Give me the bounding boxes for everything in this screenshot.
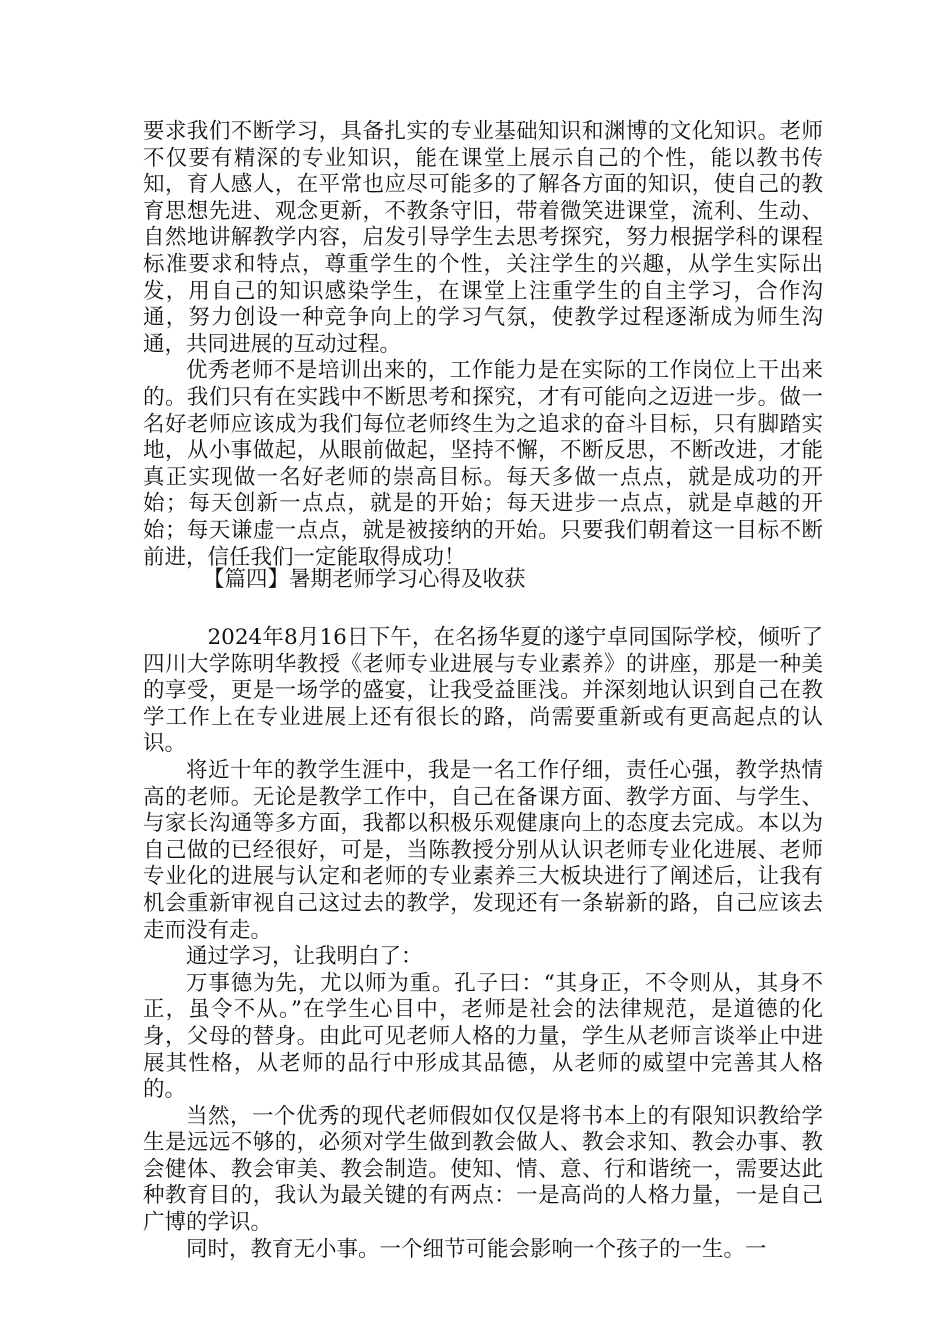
paragraph: 通过学习，让我明白了： <box>186 944 423 970</box>
paragraph: 同时，教育无小事。一个细节可能会影响一个孩子的一生。一 <box>186 1236 767 1262</box>
section-heading: 【篇四】暑期老师学习心得及收获 <box>203 567 526 592</box>
paragraph: 当然，一个优秀的现代老师假如仅仅是将书本上的有限知识教给学生是远远不够的，必须对学生做到教会做人、教会求知、教会办事、教会健体、教会审美、教会制造。使知、情、意、行和谐统一，需要达此种教育目的，我认为最关键的有两点：一是高尚的人格力量，一是自己广博的学识。 <box>143 1103 823 1236</box>
paragraph: 万事德为先，尤以师为重。孔子曰：“其身正，不令则从，其身不正，虽令不从。”在学生心目中，老师是社会的法律规范，是道德的化身，父母的替身。由此可见老师人格的力量，学生从老师言谈举止中进展其性格，从老师的品行中形成其品德，从老师的威望中完善其人格的。 <box>143 970 823 1103</box>
paragraph: 2024年8月16日下午，在名扬华夏的遂宁卓同国际学校，倾听了四川大学陈明华教授《老师专业进展与专业素养》的讲座，那是一种美的享受，更是一场学的盛宴，让我受益匪浅。并深刻地认识到自己在教学工作上在专业进展上还有很长的路，尚需要重新或有更高起点的认识。 <box>143 625 823 757</box>
paragraph: 优秀老师不是培训出来的，工作能力是在实际的工作岗位上干出来的。我们只有在实践中不断思考和探究，才有可能向之迈进一步。做一名好老师应该成为我们每位老师终生为之追求的奋斗目标，只有脚踏实地，从小事做起，从眼前做起，坚持不懈，不断反思，不断改进，才能真正实现做一名好老师的崇高目标。每天多做一点点，就是成功的开始；每天创新一点点，就是的开始；每天进步一点点，就是卓越的开始；每天谦虚一点点，就是被接纳的开始。只要我们朝着这一目标不断前进，信任我们一定能取得成功！ <box>143 358 823 570</box>
paragraph-continuation: 要求我们不断学习，具备扎实的专业基础知识和渊博的文化知识。老师不仅要有精深的专业知识，能在课堂上展示自己的个性，能以教书传知，育人感人，在平常也应尽可能多的了解各方面的知识，使自己的教育思想先进、观念更新，不教条守旧，带着微笑进课堂，流利、生动、自然地讲解教学内容，启发引导学生去思考探究，努力根据学科的课程标准要求和特点，尊重学生的个性，关注学生的兴趣，从学生实际出发，用自己的知识感染学生，在课堂上注重学生的自主学习，合作沟通，努力创设一种竞争向上的学习气氛，使教学过程逐渐成为师生沟通，共同进展的互动过程。 <box>143 119 823 357</box>
section-top <box>143 119 823 571</box>
section-body <box>143 625 823 1263</box>
paragraph: 将近十年的教学生涯中，我是一名工作仔细，责任心强，教学热情高的老师。无论是教学工作中，自己在备课方面、教学方面、与学生、与家长沟通等多方面，我都以积极乐观健康向上的态度去完成。本以为自己做的已经很好，可是，当陈教授分别从认识老师专业化进展、老师专业化的进展与认定和老师的专业素养三大板块进行了阐述后，让我有机会重新审视自己这过去的教学，发现还有一条崭新的路，自己应该去走而没有走。 <box>143 757 823 943</box>
